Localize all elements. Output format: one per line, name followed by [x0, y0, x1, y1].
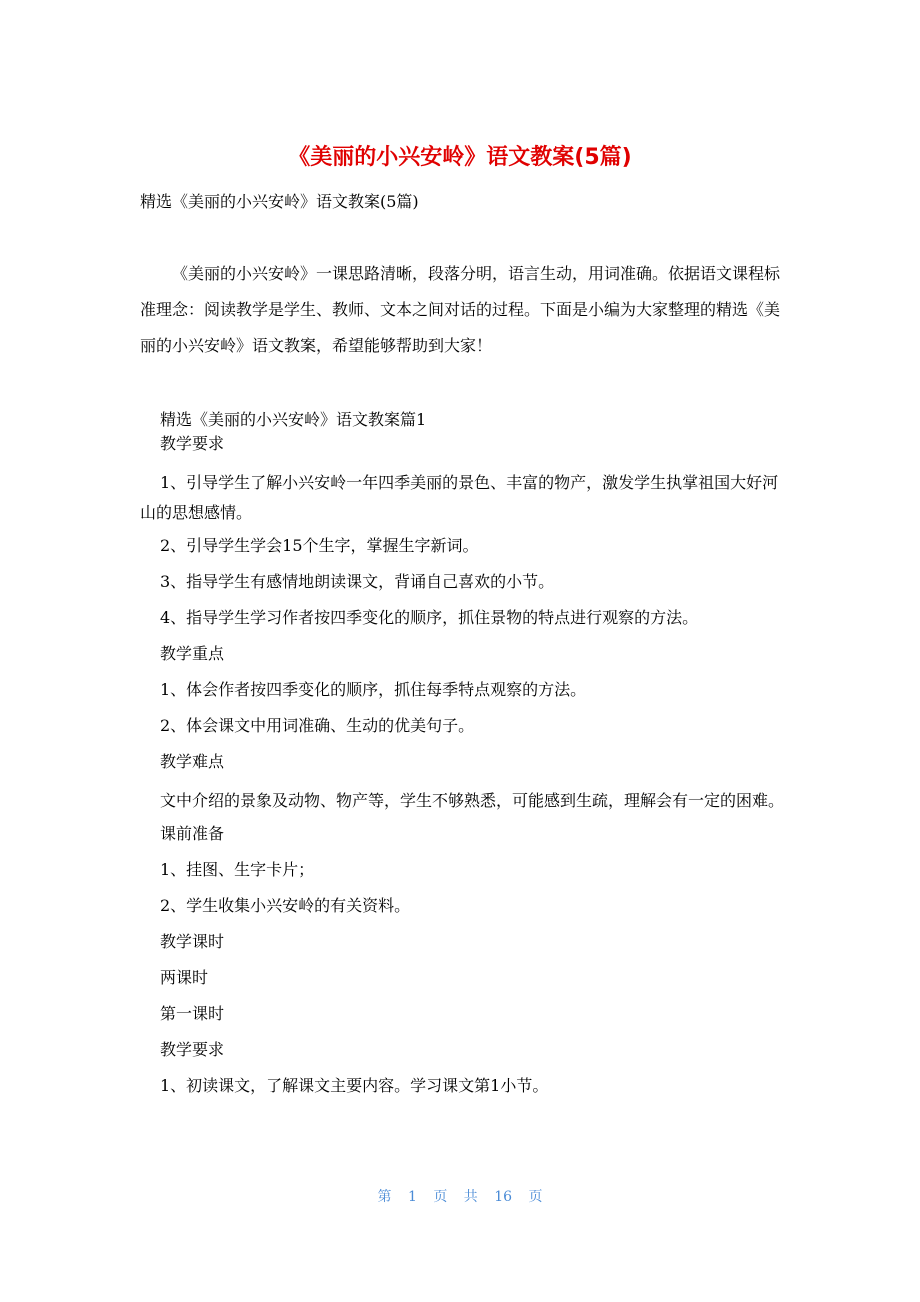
- heading-class-hours: 教学课时: [160, 932, 225, 951]
- list-item: 1、体会作者按四季变化的顺序，抓住每季特点观察的方法。: [160, 680, 587, 699]
- section-heading: 精选《美丽的小兴安岭》语文教案篇1: [160, 410, 427, 429]
- footer-total-unit: 页: [528, 1189, 543, 1205]
- footer-page-unit: 页: [433, 1189, 448, 1205]
- list-item: 2、引导学生学会15个生字，掌握生字新词。: [160, 536, 479, 555]
- footer-page-number: 1: [407, 1189, 417, 1205]
- heading-teaching-requirements-2: 教学要求: [160, 1040, 225, 1059]
- footer-page-word: 第: [377, 1189, 392, 1205]
- document-subtitle: 精选《美丽的小兴安岭》语文教案(5篇): [140, 192, 419, 211]
- footer-total-number: 16: [494, 1189, 513, 1205]
- heading-preparation: 课前准备: [160, 824, 225, 843]
- document-body: [140, 432, 788, 1110]
- list-item: 1、引导学生了解小兴安岭一年四季美丽的景色、丰富的物产，激发学生执掌祖国大好河山的思想感情。: [140, 473, 779, 522]
- document-title: 《美丽的小兴安岭》语文教案(5篇): [288, 145, 632, 170]
- intro-paragraph: 《美丽的小兴安岭》一课思路清晰，段落分明，语言生动，用词准确。依据语文课程标准理念：阅读教学是学生、教师、文本之间对话的过程。下面是小编为大家整理的精选《美丽的小兴安岭》语文教案，希望能够帮助到大家！: [140, 264, 781, 355]
- footer-total-word: 共: [463, 1189, 478, 1205]
- list-item: 文中介绍的景象及动物、物产等，学生不够熟悉，可能感到生疏，理解会有一定的困难。: [160, 791, 785, 810]
- heading-teaching-requirements: 教学要求: [160, 434, 225, 453]
- heading-teaching-difficulty: 教学难点: [160, 752, 225, 771]
- list-item: 2、体会课文中用词准确、生动的优美句子。: [160, 716, 475, 735]
- heading-teaching-focus: 教学重点: [160, 644, 225, 663]
- list-item: 两课时: [160, 968, 209, 987]
- list-item: 1、挂图、生字卡片；: [160, 860, 315, 879]
- page-footer: [0, 1186, 920, 1206]
- list-item: 1、初读课文，了解课文主要内容。学习课文第1小节。: [160, 1076, 549, 1095]
- list-item: 3、指导学生有感情地朗读课文，背诵自己喜欢的小节。: [160, 572, 555, 591]
- list-item: 4、指导学生学习作者按四季变化的顺序，抓住景物的特点进行观察的方法。: [160, 608, 699, 627]
- list-item: 2、学生收集小兴安岭的有关资料。: [160, 896, 411, 915]
- heading-first-class: 第一课时: [160, 1004, 225, 1023]
